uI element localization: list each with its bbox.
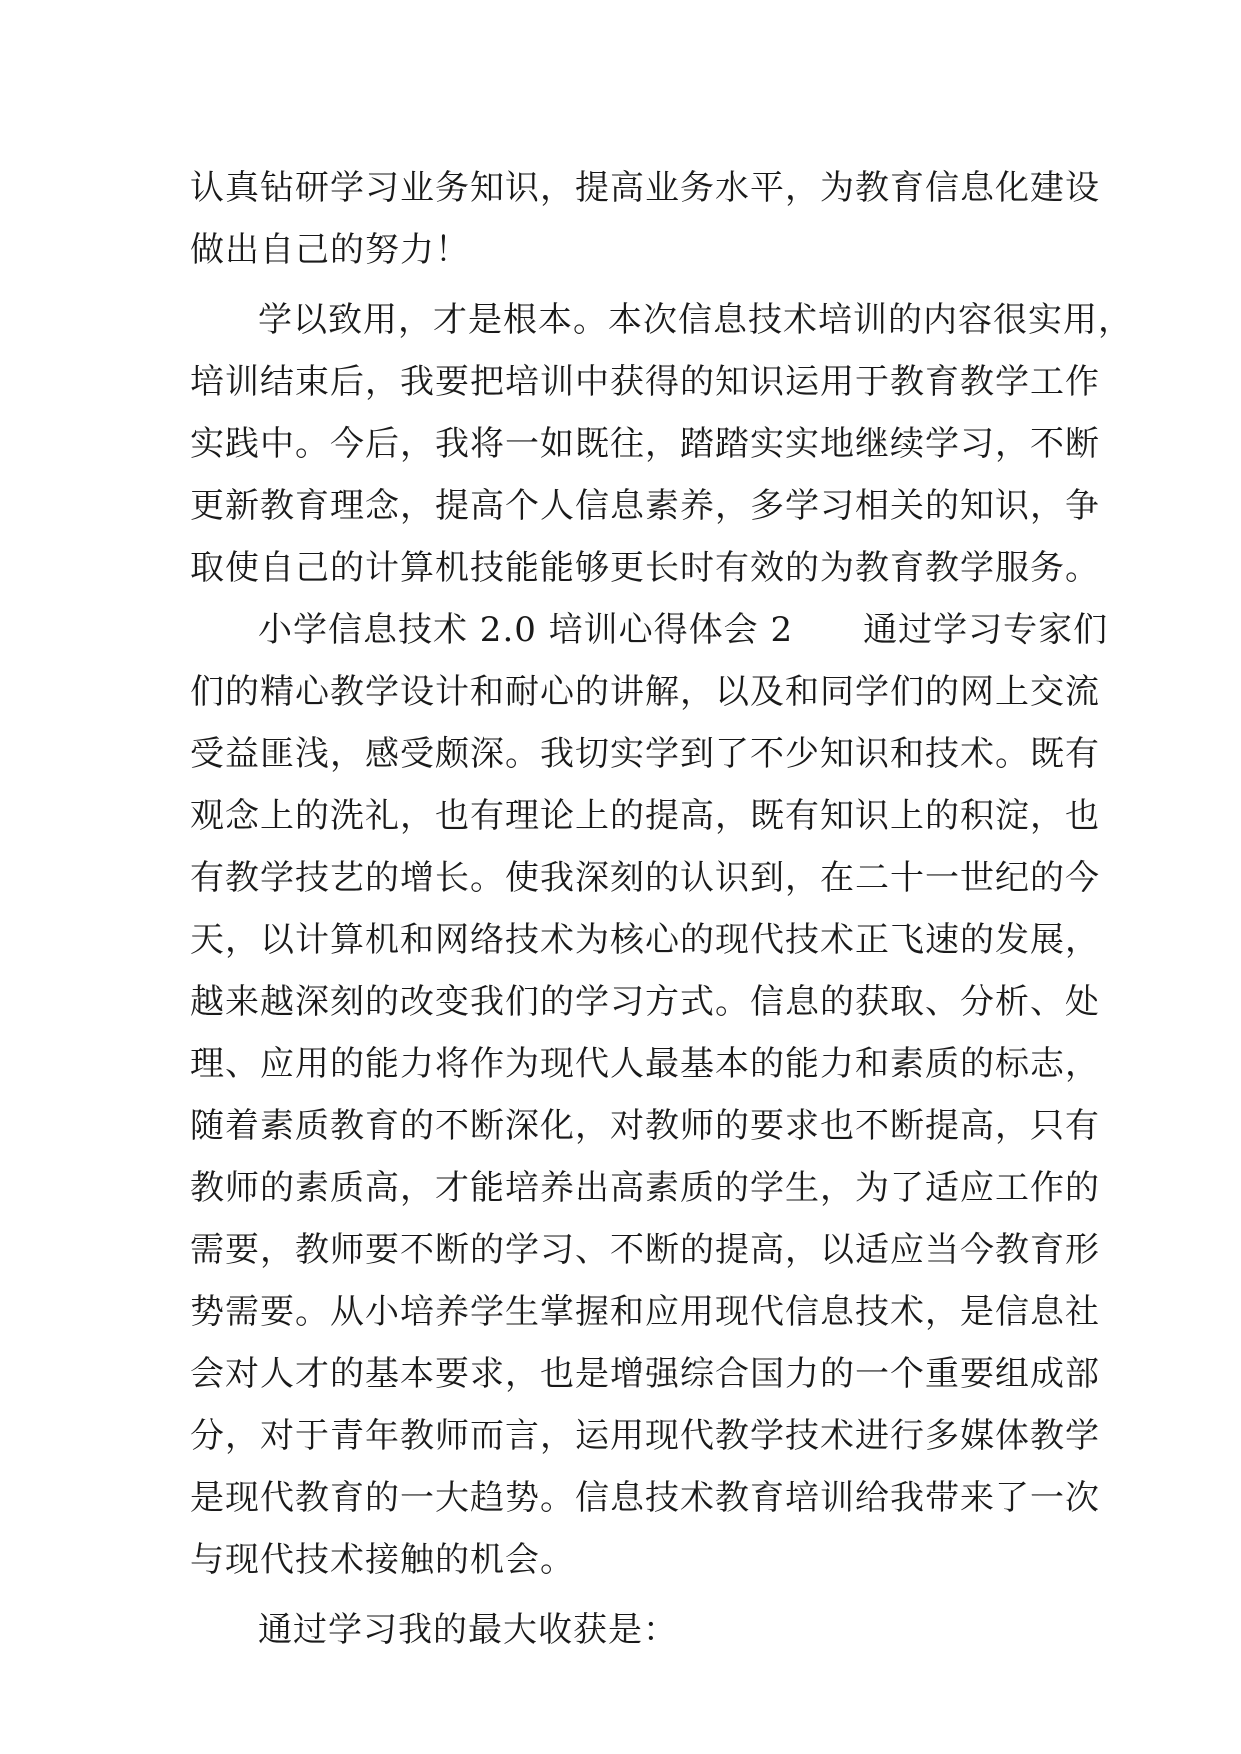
text-line: 会对人才的基本要求，也是增强综合国力的一个重要组成部 [190, 1354, 1100, 1394]
text-line: 取使自己的计算机技能能够更长时有效的为教育教学服务。 [190, 548, 1100, 588]
text-line: 观念上的洗礼，也有理论上的提高，既有知识上的积淀，也 [190, 796, 1100, 836]
text-line: 受益匪浅，感受颇深。我切实学到了不少知识和技术。既有 [190, 734, 1100, 774]
text-line: 随着素质教育的不断深化，对教师的要求也不断提高，只有 [190, 1106, 1100, 1146]
text-line: 教师的素质高，才能培养出高素质的学生，为了适应工作的 [190, 1168, 1100, 1208]
text-line: 培训结束后，我要把培训中获得的知识运用于教育教学工作 [190, 362, 1100, 402]
text-line: 实践中。今后，我将一如既往，踏踏实实地继续学习，不断 [190, 424, 1100, 464]
text-line: 学以致用，才是根本。本次信息技术培训的内容很实用， [258, 300, 1133, 340]
paragraph [190, 599, 1109, 1591]
text-line: 需要，教师要不断的学习、不断的提高，以适应当今教育形 [190, 1230, 1100, 1270]
paragraph [190, 1599, 1070, 1661]
text-line: 理、应用的能力将作为现代人最基本的能力和素质的标志， [190, 1044, 1100, 1084]
text-line: 越来越深刻的改变我们的学习方式。信息的获取、分析、处 [190, 982, 1100, 1022]
text-line: 小学信息技术 2.0 培训心得体会 2 通过学习专家们 [258, 610, 1109, 650]
text-line: 与现代技术接触的机会。 [190, 1540, 575, 1580]
text-line: 有教学技艺的增长。使我深刻的认识到，在二十一世纪的今 [190, 858, 1100, 898]
text-line: 天，以计算机和网络技术为核心的现代技术正飞速的发展， [190, 920, 1100, 960]
text-line: 认真钻研学习业务知识，提高业务水平，为教育信息化建设 [190, 168, 1100, 208]
text-line: 势需要。从小培养学生掌握和应用现代信息技术，是信息社 [190, 1292, 1100, 1332]
paragraph [190, 289, 1133, 599]
text-line: 通过学习我的最大收获是： [258, 1610, 678, 1650]
text-line: 做出自己的努力！ [190, 230, 470, 270]
text-line: 更新教育理念，提高个人信息素养，多学习相关的知识，争 [190, 486, 1100, 526]
text-line: 们的精心教学设计和耐心的讲解，以及和同学们的网上交流 [190, 672, 1100, 712]
text-line: 分，对于青年教师而言，运用现代教学技术进行多媒体教学 [190, 1416, 1100, 1456]
paragraph [190, 157, 1100, 281]
document-body [190, 157, 1133, 1661]
text-line: 是现代教育的一大趋势。信息技术教育培训给我带来了一次 [190, 1478, 1100, 1518]
